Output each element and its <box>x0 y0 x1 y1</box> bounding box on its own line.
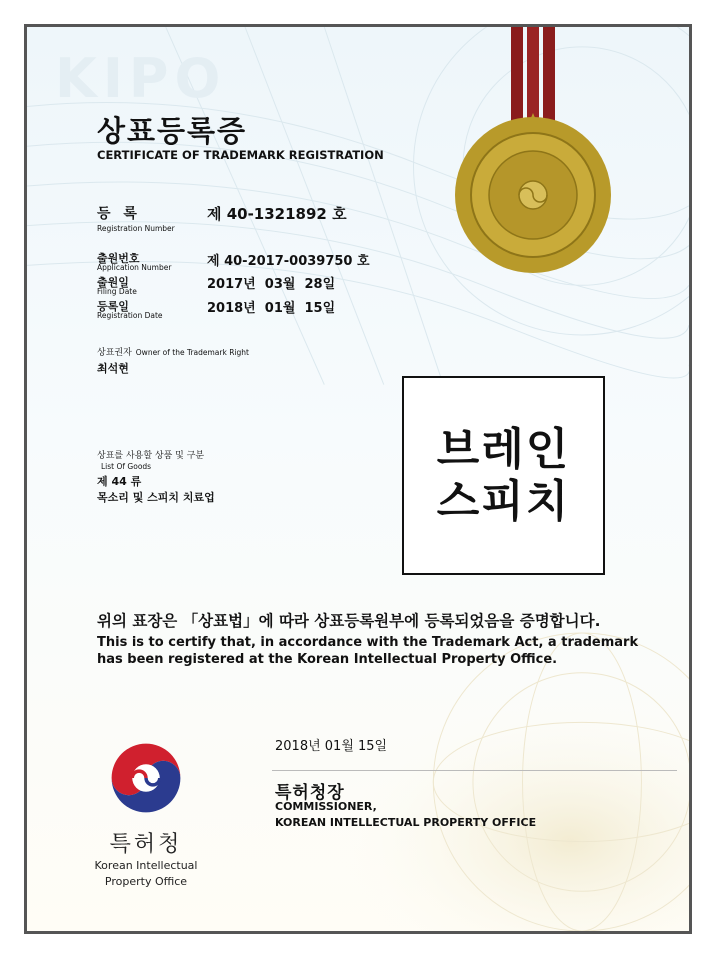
gold-seal-icon <box>447 27 647 277</box>
application-label: 출원번호 <box>97 252 140 265</box>
trademark-box <box>402 376 605 575</box>
issue-date: 2018년 01월 15일 <box>275 739 388 754</box>
commissioner-title-en2: KOREAN INTELLECTUAL PROPERTY OFFICE <box>275 816 537 829</box>
registration-number: 제 40-1321892 호 <box>207 205 347 223</box>
certification-statement-en-line2: has been registered at the Korean Intellectual Property Office. <box>97 652 558 667</box>
filing-date: 2017년 03월 28일 <box>207 277 336 292</box>
organization-name-en-line2: Property Office <box>104 875 188 888</box>
registration-label-en: Registration Number <box>97 224 175 233</box>
trademark-text: 브레인 스피치 <box>436 423 571 527</box>
certification-statement-ko: 위의 표장은 「상표법」에 따라 상표등록원부에 등록되었음을 증명합니다. <box>97 612 601 630</box>
organization-name-en-line1: Korean Intellectual <box>94 859 198 872</box>
goods-class: 제 44 류 <box>97 475 142 488</box>
certificate-title-en: CERTIFICATE OF TRADEMARK REGISTRATION <box>97 148 384 162</box>
registration-label: 등 록 <box>97 206 141 222</box>
certificate-title: 상표등록증 <box>97 114 248 148</box>
goods-description: 목소리 및 스피치 치료업 <box>97 491 215 504</box>
goods-label: 상표를 사용할 상품 및 구분 <box>97 451 205 461</box>
kipo-logo-icon <box>103 735 189 821</box>
certification-statement-en-line1: This is to certify that, in accordance with the Trademark Act, a trademark <box>97 635 639 650</box>
certificate-frame <box>24 24 692 934</box>
commissioner-title-en1: COMMISSIONER, <box>275 800 377 813</box>
owner-label-en: Owner of the Trademark Right <box>135 348 249 357</box>
goods-label-en: List Of Goods <box>101 462 152 471</box>
filing-date-label: 출원일 <box>97 276 129 289</box>
registration-date: 2018년 01월 15일 <box>207 301 336 316</box>
owner-label <box>97 345 249 358</box>
commissioner-title: 특허청장 <box>275 783 345 803</box>
registration-date-label-en: Registration Date <box>97 311 163 320</box>
registration-date-label: 등록일 <box>97 300 129 313</box>
organization-name-ko: 특허청 <box>109 832 183 857</box>
owner-name: 최석현 <box>97 362 129 375</box>
application-label-en: Application Number <box>97 263 172 272</box>
owner-label-ko: 상표권자 <box>97 348 132 358</box>
signature-divider <box>272 770 677 771</box>
watermark: KIPO <box>55 47 227 110</box>
application-number: 제 40-2017-0039750 호 <box>207 254 370 269</box>
filing-date-label-en: Filing Date <box>97 287 137 296</box>
